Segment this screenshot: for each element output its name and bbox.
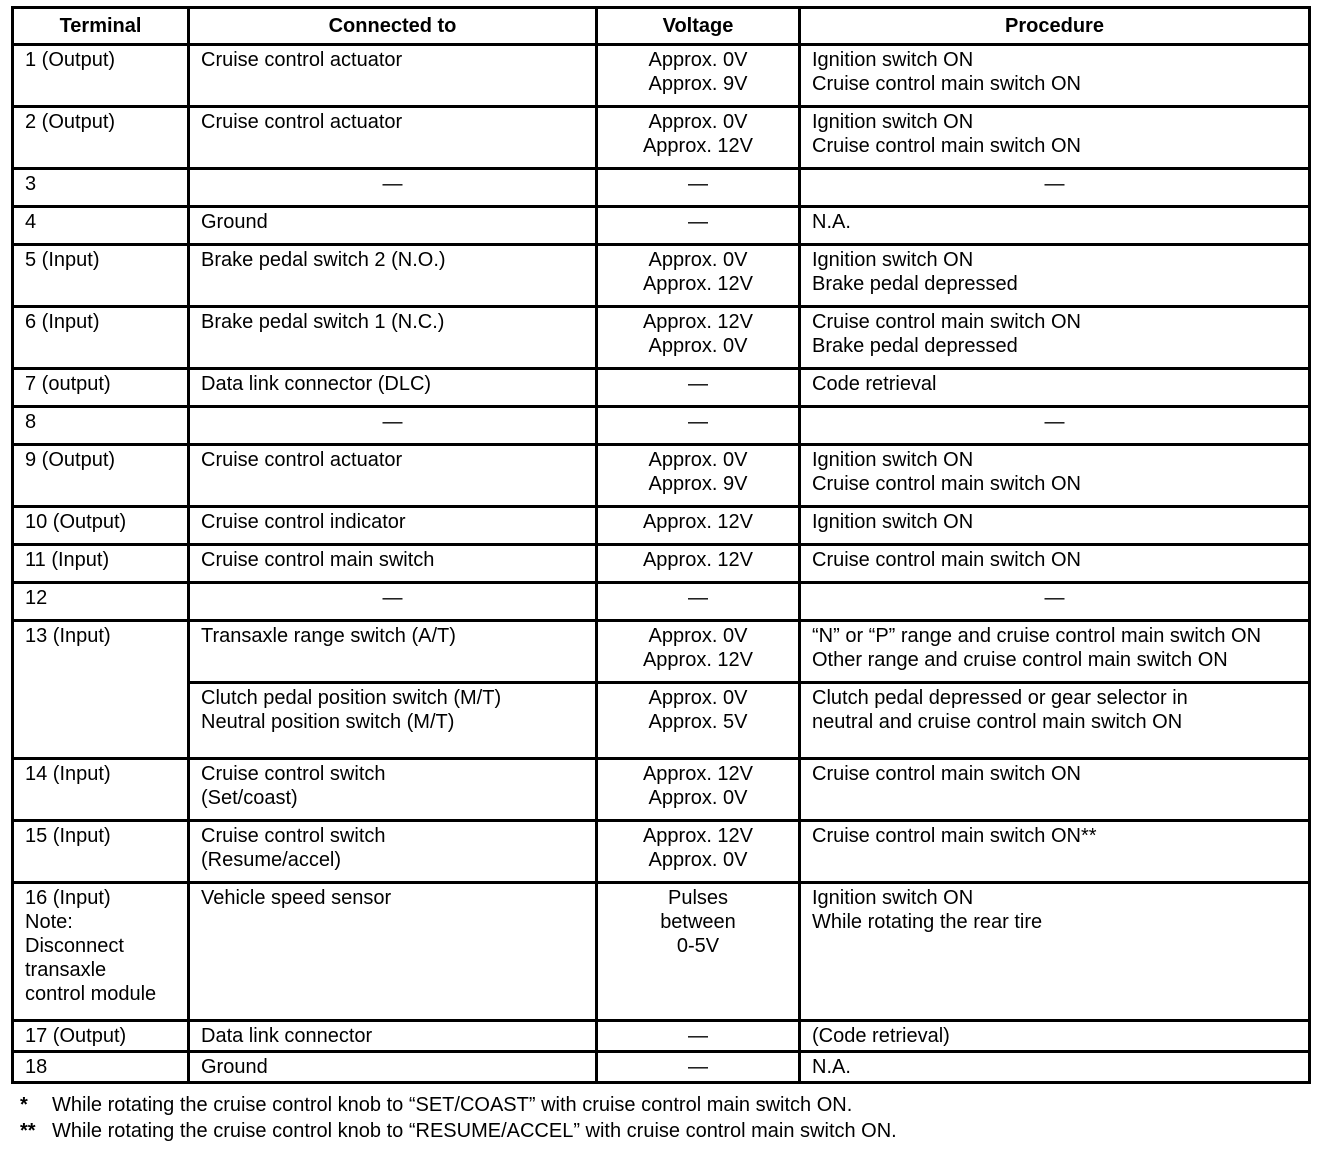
terminal-cell: 8 xyxy=(25,411,37,433)
connected-cell: Vehicle speed sensor xyxy=(201,887,392,909)
table-row xyxy=(13,107,1310,169)
voltage-cell: Approx. 12V xyxy=(642,549,754,571)
connected-cell: Data link connector (DLC) xyxy=(201,373,432,395)
terminal-cell: 7 (output) xyxy=(25,373,111,395)
procedure-cell: Code retrieval xyxy=(812,373,937,395)
voltage-cell: — xyxy=(688,1025,708,1047)
procedure-cell: N.A. xyxy=(812,1056,851,1078)
procedure-cell: Ignition switch ON Cruise control main switch ON xyxy=(812,111,1081,157)
connected-cell: — xyxy=(382,173,403,195)
table-row xyxy=(13,821,1310,883)
voltage-cell: Approx. 12V Approx. 0V xyxy=(642,825,754,871)
voltage-cell: Approx. 0V Approx. 12V xyxy=(642,625,754,671)
procedure-cell: — xyxy=(1044,587,1065,609)
table-row xyxy=(13,169,1310,207)
voltage-cell: Approx. 0V Approx. 5V xyxy=(648,687,748,733)
terminal-cell: 15 (Input) xyxy=(25,825,111,847)
terminal-cell: 13 (Input) xyxy=(25,625,111,647)
table-row xyxy=(13,207,1310,245)
connected-cell: Transaxle range switch (A/T) xyxy=(201,625,456,647)
voltage-cell: Approx. 12V xyxy=(642,511,754,533)
table-row xyxy=(13,307,1310,369)
header-voltage: Voltage xyxy=(597,8,800,45)
voltage-cell: — xyxy=(688,211,708,233)
connected-cell: — xyxy=(382,587,403,609)
table-row xyxy=(13,369,1310,407)
terminal-cell: 12 xyxy=(25,587,48,609)
footnote-mark: ** xyxy=(20,1120,36,1142)
procedure-cell: (Code retrieval) xyxy=(812,1025,950,1047)
terminal-cell: 4 xyxy=(25,211,37,233)
procedure-cell: Ignition switch ON Brake pedal depressed xyxy=(812,249,1018,295)
terminal-cell: 10 (Output) xyxy=(25,511,127,533)
terminal-cell: 14 (Input) xyxy=(25,763,111,785)
table-row xyxy=(13,583,1310,621)
connected-cell: Cruise control actuator xyxy=(201,49,403,71)
voltage-cell: Approx. 12V Approx. 0V xyxy=(642,763,754,809)
table-row xyxy=(13,545,1310,583)
table-row xyxy=(13,507,1310,545)
procedure-cell: — xyxy=(1044,173,1065,195)
terminal-cell: 17 (Output) xyxy=(25,1025,127,1047)
terminal-cell: 6 (Input) xyxy=(25,311,100,333)
footnote xyxy=(20,1118,897,1144)
procedure-cell: Cruise control main switch ON Brake pedal depressed xyxy=(812,311,1081,357)
table-row xyxy=(13,1052,1310,1083)
terminal-cell: 9 (Output) xyxy=(25,449,116,471)
table-row xyxy=(13,683,1310,759)
connected-cell: Cruise control switch (Resume/accel) xyxy=(201,825,386,871)
connected-cell: Cruise control main switch xyxy=(201,549,435,571)
header-connected-to: Connected to xyxy=(189,8,597,45)
connected-cell: Clutch pedal position switch (M/T) Neutral position switch (M/T) xyxy=(201,687,502,733)
voltage-cell: Approx. 0V Approx. 12V xyxy=(642,111,754,157)
voltage-cell: — xyxy=(688,587,708,609)
voltage-cell: Approx. 0V Approx. 9V xyxy=(648,449,748,495)
voltage-cell: — xyxy=(688,411,708,433)
terminal-cell: 1 (Output) xyxy=(25,49,116,71)
connected-cell: Brake pedal switch 2 (N.O.) xyxy=(201,249,446,271)
procedure-cell: Cruise control main switch ON xyxy=(812,763,1081,785)
voltage-cell: — xyxy=(688,1056,708,1078)
header-procedure: Procedure xyxy=(800,8,1310,45)
table-row xyxy=(13,245,1310,307)
connected-cell: Cruise control actuator xyxy=(201,111,403,133)
voltage-cell: — xyxy=(688,373,708,395)
connected-cell: Cruise control switch (Set/coast) xyxy=(201,763,386,809)
procedure-cell: Ignition switch ON Cruise control main switch ON xyxy=(812,49,1081,95)
procedure-cell: “N” or “P” range and cruise control main switch ON Other range and cruise control main switch ON xyxy=(812,625,1262,671)
procedure-cell: Ignition switch ON Cruise control main switch ON xyxy=(812,449,1081,495)
connected-cell: Brake pedal switch 1 (N.C.) xyxy=(201,311,445,333)
table-row xyxy=(13,621,1310,683)
footnotes xyxy=(20,1092,897,1144)
table-row xyxy=(13,45,1310,107)
table-row xyxy=(13,1021,1310,1052)
terminal-cell: 11 (Input) xyxy=(25,549,110,571)
table-row xyxy=(13,445,1310,507)
footnote-mark: * xyxy=(20,1094,28,1116)
procedure-cell: Ignition switch ON While rotating the rear tire xyxy=(812,887,1043,933)
terminal-cell: 5 (Input) xyxy=(25,249,100,271)
connected-cell: Ground xyxy=(201,1056,268,1078)
connected-cell: Cruise control indicator xyxy=(201,511,406,533)
terminal-cell: 18 xyxy=(25,1056,48,1078)
table-row xyxy=(13,759,1310,821)
voltage-cell: Pulses between 0-5V xyxy=(660,887,736,957)
footnote-text: While rotating the cruise control knob to “RESUME/ACCEL” with cruise control main switch ON. xyxy=(52,1120,897,1142)
procedure-cell: Clutch pedal depressed or gear selector in neutral and cruise control main switch ON xyxy=(812,687,1188,733)
connected-cell: Cruise control actuator xyxy=(201,449,403,471)
voltage-cell: Approx. 0V Approx. 9V xyxy=(648,49,748,95)
footnote xyxy=(20,1092,897,1118)
voltage-cell: — xyxy=(688,173,708,195)
table-row xyxy=(13,883,1310,1021)
connected-cell: Data link connector xyxy=(201,1025,373,1047)
connected-cell: Ground xyxy=(201,211,268,233)
connected-cell: — xyxy=(382,411,403,433)
procedure-cell: Ignition switch ON xyxy=(812,511,974,533)
terminal-cell: 2 (Output) xyxy=(25,111,116,133)
procedure-cell: — xyxy=(1044,411,1065,433)
procedure-cell: N.A. xyxy=(812,211,851,233)
footnote-text: While rotating the cruise control knob to “SET/COAST” with cruise control main switch ON. xyxy=(52,1094,853,1116)
terminal-cell: 16 (Input) Note: Disconnect transaxle control module xyxy=(25,887,157,1005)
procedure-cell: Cruise control main switch ON** xyxy=(812,825,1097,847)
header-terminal: Terminal xyxy=(13,8,189,45)
procedure-cell: Cruise control main switch ON xyxy=(812,549,1081,571)
voltage-cell: Approx. 0V Approx. 12V xyxy=(642,249,754,295)
table-row xyxy=(13,407,1310,445)
voltage-cell: Approx. 12V Approx. 0V xyxy=(642,311,754,357)
terminal-spec-table xyxy=(11,6,1311,1084)
terminal-cell: 3 xyxy=(25,173,37,195)
header-row xyxy=(13,8,1310,45)
